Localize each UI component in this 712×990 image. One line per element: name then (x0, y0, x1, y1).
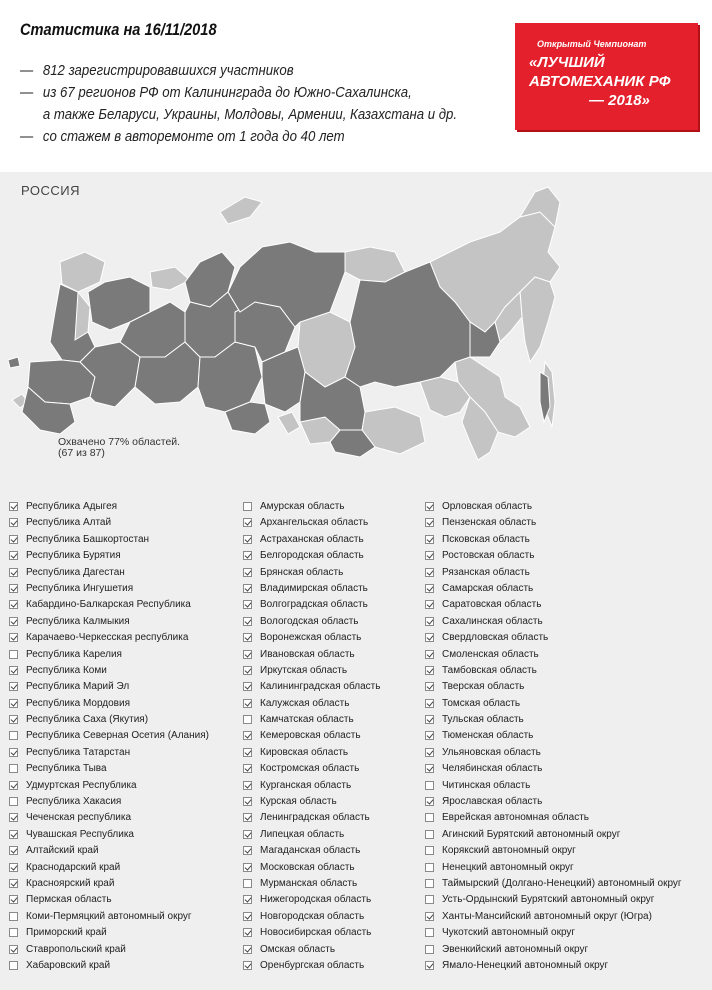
region-label: Алтайский край (26, 845, 99, 857)
region-label: Республика Ингушетия (26, 582, 134, 594)
region-checkbox[interactable] (425, 764, 434, 773)
region-label: Волгоградская область (260, 599, 368, 611)
region-label: Вологодская область (260, 615, 359, 627)
region-label: Карачаево-Черкесская республика (26, 632, 189, 644)
stats-list (20, 60, 517, 148)
region-checkbox[interactable] (243, 600, 252, 609)
region-label: Калининградская область (260, 681, 381, 693)
region-checkbox[interactable] (243, 912, 252, 921)
region-checkbox[interactable] (243, 961, 252, 970)
region-checkbox[interactable] (425, 518, 434, 527)
region-checkbox[interactable] (425, 928, 434, 937)
region-label: Ростовская область (442, 550, 535, 562)
region-label: Республика Северная Осетия (Алания) (26, 730, 209, 742)
region-label: Республика Карелия (26, 648, 122, 660)
region-checkbox[interactable] (9, 617, 18, 626)
region-label: Республика Калмыкия (26, 615, 130, 627)
stat-line (20, 82, 457, 104)
region-checkbox[interactable] (425, 863, 434, 872)
region-label: Республика Марий Эл (26, 681, 130, 693)
region-label: Кировская область (260, 746, 349, 758)
region-label: Ставропольский край (26, 943, 126, 955)
region-label: Республика Саха (Якутия) (26, 714, 149, 726)
region-checkbox[interactable] (425, 748, 434, 757)
region-label: Челябинская область (442, 763, 543, 775)
region-checkbox[interactable] (243, 748, 252, 757)
coverage-text (58, 437, 180, 459)
region-checkbox[interactable] (9, 813, 18, 822)
region-checkbox[interactable] (243, 830, 252, 839)
region-label: Архангельская область (260, 517, 369, 529)
region-label: Московская область (260, 861, 355, 873)
map-region-kamchatka (520, 277, 555, 362)
region-checkbox[interactable] (243, 617, 252, 626)
region-label: Пензенская область (442, 517, 537, 529)
region-label: Орловская область (442, 501, 533, 512)
region-label: Белгородская область (260, 550, 364, 562)
region-label: Республика Алтай (26, 517, 112, 529)
region-label: Тамбовская область (442, 664, 537, 676)
region-checkbox[interactable] (425, 945, 434, 954)
logo-title-line: — 2018» (589, 92, 650, 109)
russia-map (0, 172, 712, 472)
region-label: Агинский Бурятский автономный округ (442, 828, 621, 840)
region-checkbox[interactable] (243, 682, 252, 691)
region-checkbox[interactable] (9, 797, 18, 806)
region-label: Новгородская область (260, 910, 365, 922)
region-label: Республика Дагестан (26, 566, 125, 578)
region-label: Чукотский автономный округ (442, 927, 576, 939)
region-label: Воронежская область (260, 632, 362, 644)
region-label: Мурманская область (260, 877, 358, 889)
stat-text: со стажем в авторемонте от 1 года до 40 лет (42, 128, 345, 145)
region-checkbox[interactable] (243, 945, 252, 954)
region-label: Республика Татарстан (26, 746, 131, 758)
region-label: Тульская область (442, 714, 524, 726)
stat-dash: — (20, 62, 34, 79)
region-label: Республика Тыва (26, 763, 107, 775)
region-checkbox[interactable] (243, 715, 252, 724)
region-checkbox[interactable] (243, 879, 252, 888)
region-label: Ивановская область (260, 648, 355, 660)
championship-logo (515, 23, 698, 130)
region-checkbox[interactable] (243, 699, 252, 708)
region-checkbox[interactable] (9, 879, 18, 888)
logo-title-line: АВТОМЕХАНИК РФ (529, 73, 671, 90)
region-checkbox[interactable] (243, 502, 252, 511)
region-label: Нижегородская область (260, 894, 372, 906)
region-checkbox[interactable] (425, 830, 434, 839)
region-checkbox[interactable] (243, 584, 252, 593)
region-label: Ярославская область (442, 796, 543, 808)
region-checkbox[interactable] (9, 928, 18, 937)
logo-subtitle: Открытый Чемпионат (537, 39, 647, 49)
region-checkbox[interactable] (425, 633, 434, 642)
region-checkbox[interactable] (243, 568, 252, 577)
region-checkbox[interactable] (9, 633, 18, 642)
region-checkbox[interactable] (243, 764, 252, 773)
region-label: Ленинградская область (260, 812, 370, 824)
region-label: Рязанская область (442, 566, 530, 578)
region-checkbox[interactable] (425, 961, 434, 970)
region-checkbox[interactable] (425, 715, 434, 724)
map-label: РОССИЯ (21, 183, 81, 198)
region-checkbox[interactable] (425, 600, 434, 609)
region-checkbox[interactable] (425, 568, 434, 577)
region-label: Республика Бурятия (26, 550, 121, 562)
region-label: Таймырский (Долгано-Ненецкий) автономный округ (442, 877, 682, 889)
stat-text: а также Беларуси, Украины, Молдовы, Армении, Казахстана и др. (42, 106, 458, 123)
region-label: Республика Хакасия (26, 796, 122, 808)
coverage-percent: Охвачено 77% областей. (58, 436, 181, 448)
region-label: Республика Башкортостан (26, 533, 150, 545)
region-label: Камчатская область (260, 714, 354, 726)
region-label: Иркутская область (260, 664, 348, 676)
region-label: Пермская область (26, 894, 112, 906)
region-label: Тюменская область (442, 730, 534, 742)
region-checkbox[interactable] (9, 961, 18, 970)
region-label: Новосибирская область (260, 927, 372, 939)
region-label: Республика Адыгея (26, 501, 118, 512)
region-label: Республика Мордовия (26, 697, 130, 709)
region-checkbox[interactable] (9, 731, 18, 740)
stat-text: из 67 регионов РФ от Калининграда до Южно-Сахалинска, (42, 84, 412, 101)
logo-title-line: «ЛУЧШИЙ (529, 54, 605, 71)
region-label: Краснодарский край (26, 861, 121, 873)
coverage-count: (67 из 87) (58, 447, 105, 459)
region-label: Костромская область (260, 763, 360, 775)
region-checkbox[interactable] (243, 518, 252, 527)
region-label: Приморский край (26, 927, 107, 939)
region-label: Усть-Ордынский Бурятский автономный округ (442, 894, 655, 906)
region-label: Самарская область (442, 582, 534, 594)
region-label: Республика Коми (26, 664, 107, 676)
region-label: Саратовская область (442, 599, 542, 611)
region-label: Калужская область (260, 697, 350, 709)
region-checkbox[interactable] (425, 650, 434, 659)
region-label: Томская область (442, 697, 521, 709)
stat-text: 812 зарегистрировавшихся участников (42, 62, 294, 79)
region-checkbox[interactable] (9, 502, 18, 511)
region-label: Ямало-Ненецкий автономный округ (442, 959, 609, 971)
region-checkbox[interactable] (9, 682, 18, 691)
region-checkbox[interactable] (425, 535, 434, 544)
region-label: Магаданская область (260, 845, 361, 857)
stat-dash: — (20, 84, 34, 101)
region-checkbox[interactable] (9, 584, 18, 593)
region-label: Коми-Пермяцкий автономный округ (26, 910, 192, 922)
region-label: Брянская область (260, 566, 344, 578)
region-checkbox[interactable] (243, 731, 252, 740)
region-checkbox[interactable] (243, 551, 252, 560)
stat-line (20, 126, 457, 148)
region-label: Омская область (260, 943, 336, 955)
region-label: Липецкая область (260, 828, 345, 840)
region-checkbox[interactable] (425, 813, 434, 822)
region-checkbox[interactable] (425, 781, 434, 790)
region-checkbox[interactable] (9, 666, 18, 675)
region-label: Читинская область (442, 779, 531, 791)
region-checkbox[interactable] (425, 617, 434, 626)
regions-panel (0, 172, 712, 990)
region-checkbox[interactable] (243, 846, 252, 855)
region-label: Хабаровский край (26, 959, 111, 971)
region-checkbox[interactable] (425, 699, 434, 708)
region-checkbox[interactable] (9, 600, 18, 609)
region-checkbox[interactable] (9, 568, 18, 577)
page-title: Статистика на 16/11/2018 (20, 20, 217, 39)
region-checkbox[interactable] (425, 502, 434, 511)
region-checkbox[interactable] (243, 535, 252, 544)
region-label: Курская область (260, 796, 337, 808)
region-label: Свердловская область (442, 632, 549, 644)
region-checkbox[interactable] (425, 797, 434, 806)
region-checkbox[interactable] (425, 731, 434, 740)
region-checkbox[interactable] (243, 650, 252, 659)
region-checkbox[interactable] (9, 945, 18, 954)
map-region-khakassia (278, 412, 300, 434)
map-region-novaya-zemlya (220, 197, 262, 224)
region-label: Ульяновская область (442, 746, 541, 758)
stat-line (20, 104, 457, 126)
region-label: Чеченская республика (26, 812, 132, 824)
region-checkbox[interactable] (425, 666, 434, 675)
region-label: Кемеровская область (260, 730, 361, 742)
region-label: Чувашская Республика (26, 828, 134, 840)
region-checkbox[interactable] (9, 912, 18, 921)
region-label: Псковская область (442, 533, 530, 545)
region-checkbox[interactable] (425, 912, 434, 921)
region-checkbox[interactable] (9, 715, 18, 724)
region-checkbox[interactable] (243, 863, 252, 872)
region-checkbox[interactable] (243, 781, 252, 790)
header (0, 0, 712, 172)
region-checkbox[interactable] (9, 748, 18, 757)
region-checkbox[interactable] (9, 535, 18, 544)
stat-dash: — (20, 128, 34, 145)
region-label: Еврейская автономная область (442, 812, 589, 824)
region-label: Астраханская область (260, 533, 364, 545)
region-checkbox[interactable] (425, 895, 434, 904)
region-checkbox[interactable] (425, 682, 434, 691)
region-label: Тверская область (442, 681, 525, 693)
map-region-nenets (150, 267, 190, 290)
region-label: Эвенкийский автономный округ (442, 943, 589, 955)
region-label: Оренбургская область (260, 959, 365, 971)
region-label: Ненецкий автономный округ (442, 861, 574, 873)
region-checkbox[interactable] (9, 650, 18, 659)
region-checkbox[interactable] (9, 518, 18, 527)
region-checkbox[interactable] (243, 633, 252, 642)
region-label: Владимирская область (260, 582, 368, 594)
map-region-kaliningrad (8, 357, 20, 368)
region-checkbox[interactable] (425, 846, 434, 855)
region-checkbox[interactable] (9, 830, 18, 839)
region-label: Корякский автономный округ (442, 845, 576, 857)
region-label: Сахалинская область (442, 615, 543, 627)
region-checkbox[interactable] (425, 584, 434, 593)
stat-line (20, 60, 457, 82)
region-checkbox[interactable] (9, 764, 18, 773)
region-label: Кабардино-Балкарская Республика (26, 599, 191, 611)
region-checkbox[interactable] (243, 797, 252, 806)
region-label: Ханты-Мансийский автономный округ (Югра) (442, 910, 652, 922)
region-label: Курганская область (260, 779, 352, 791)
region-checkbox[interactable] (425, 879, 434, 888)
region-checkbox[interactable] (425, 551, 434, 560)
region-label: Красноярский край (26, 877, 115, 889)
region-label: Удмуртская Республика (26, 779, 137, 791)
region-label: Смоленская область (442, 648, 539, 660)
region-checkbox[interactable] (243, 813, 252, 822)
region-checkbox[interactable] (243, 928, 252, 937)
region-checkbox[interactable] (243, 895, 252, 904)
region-label: Амурская область (260, 501, 345, 512)
region-checkbox[interactable] (243, 666, 252, 675)
region-checkbox[interactable] (9, 895, 18, 904)
region-checkbox[interactable] (9, 863, 18, 872)
region-checkbox[interactable] (9, 781, 18, 790)
logo-title (529, 53, 670, 110)
region-checkbox[interactable] (9, 551, 18, 560)
region-checkbox[interactable] (9, 846, 18, 855)
region-checkbox[interactable] (9, 699, 18, 708)
